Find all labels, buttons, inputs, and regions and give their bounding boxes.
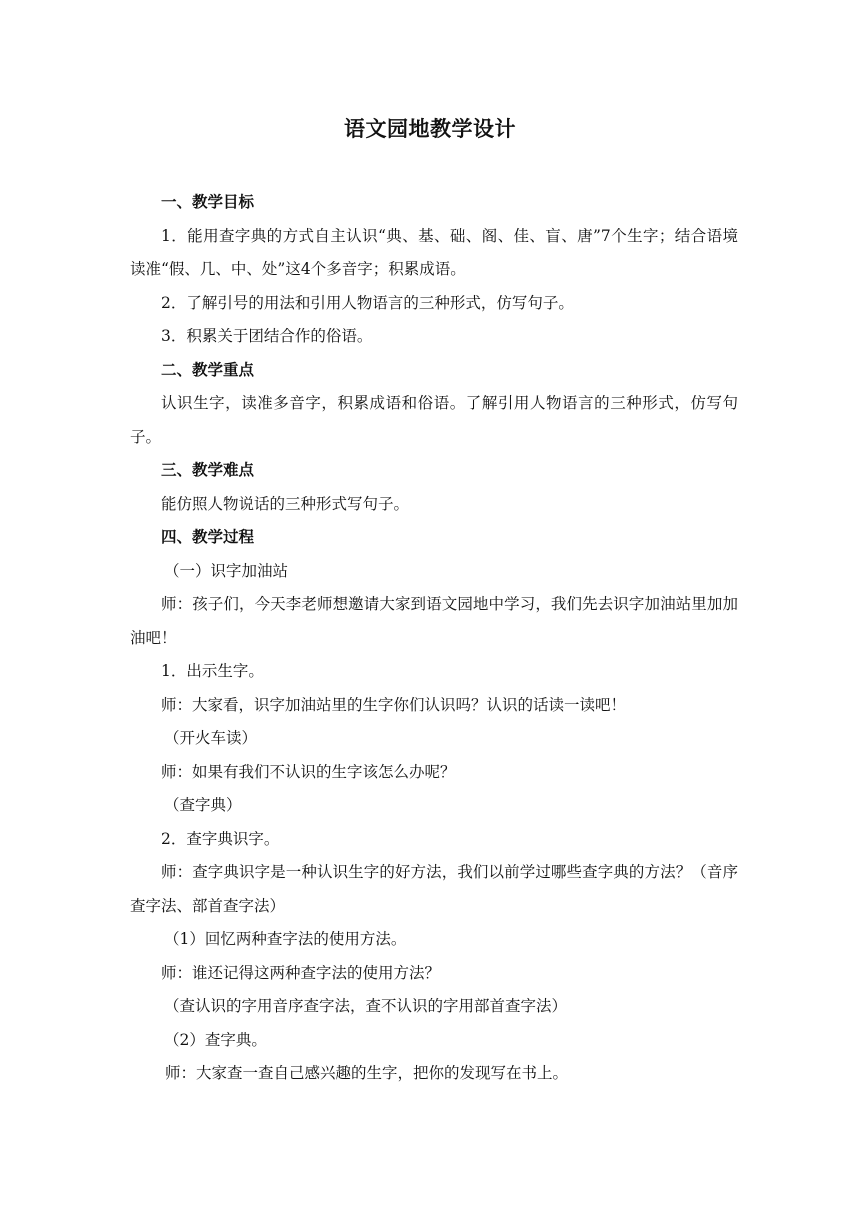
section-heading-objectives: 一、教学目标	[161, 193, 255, 211]
paragraph: 师：大家查一查自己感兴趣的生字，把你的发现写在书上。	[165, 1064, 569, 1082]
paragraph: 3．积累关于团结合作的俗语。	[161, 327, 373, 345]
paragraph: 师：孩子们，今天李老师想邀请大家到语文园地中学习，我们先去识字加油站里加加油吧！	[130, 595, 738, 647]
paragraph: 认识生字，读准多音字，积累成语和俗语。了解引用人物语言的三种形式，仿写句子。	[130, 394, 738, 446]
section-heading-key-points: 二、教学重点	[161, 360, 255, 379]
paragraph: （2）查字典。	[164, 1030, 267, 1049]
subsection-heading: （一）识字加油站	[164, 561, 289, 580]
paragraph: （1）回忆两种查字法的使用方法。	[164, 930, 407, 948]
paragraph: 师：查字典识字是一种认识生字的好方法，我们以前学过哪些查字典的方法？（音序查字法、部首查字法）	[130, 863, 738, 915]
paragraph: 师：如果有我们不认识的生字该怎么办呢？	[161, 762, 456, 781]
document-body	[130, 186, 738, 1091]
section-heading-difficulties: 三、教学难点	[161, 461, 255, 479]
paragraph: （查认识的字用音序查字法，查不认识的字用部首查字法）	[164, 997, 568, 1015]
document-title: 语文园地教学设计	[344, 117, 516, 141]
paragraph: （开火车读）	[164, 729, 258, 747]
paragraph: 2．查字典识字。	[161, 829, 280, 848]
paragraph: 1．出示生字。	[161, 662, 264, 680]
paragraph: （查字典）	[164, 796, 242, 814]
paragraph: 师：大家看，识字加油站里的生字你们认识吗？认识的话读一读吧！	[161, 695, 627, 714]
paragraph: 师：谁还记得这两种查字法的使用方法？	[161, 963, 441, 982]
section-heading-process: 四、教学过程	[161, 528, 255, 546]
paragraph: 能仿照人物说话的三种形式写句子。	[161, 494, 410, 513]
paragraph: 1．能用查字典的方式自主认识“典、基、础、阁、佳、盲、唐”7个生字；结合语境读准“假、几、中、处”这4个多音字；积累成语。	[130, 226, 738, 278]
paragraph: 2．了解引号的用法和引用人物语言的三种形式，仿写句子。	[161, 293, 574, 312]
